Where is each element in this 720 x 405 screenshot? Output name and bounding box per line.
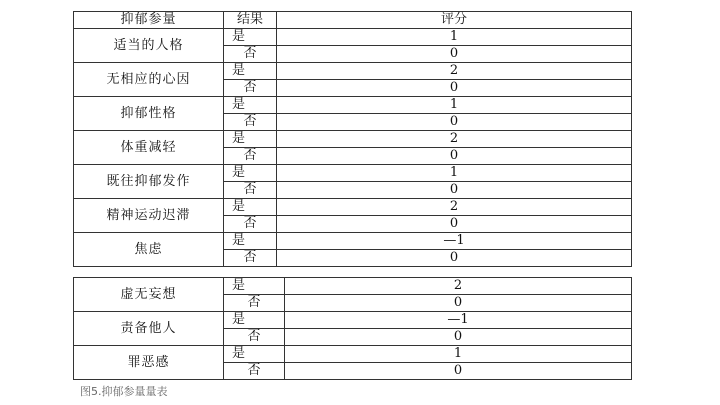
result-no-cell: 否 (224, 363, 285, 380)
depression-scale-table-part-2 (73, 277, 632, 380)
score-yes-cell: 1 (285, 346, 632, 363)
score-no-cell: 0 (277, 182, 632, 199)
result-yes-cell: 是 (224, 199, 277, 216)
table-row (74, 278, 632, 295)
score-yes-cell: 2 (277, 131, 632, 148)
header-score: 评分 (277, 12, 632, 29)
score-yes-cell: 1 (277, 29, 632, 46)
parameter-cell: 责备他人 (74, 312, 224, 346)
table-row (74, 165, 632, 182)
table-row (74, 312, 632, 329)
score-yes-cell: 1 (277, 165, 632, 182)
figure-caption: 图5.抑郁参量量表 (80, 385, 168, 398)
result-yes-cell: 是 (224, 278, 285, 295)
result-no-cell: 否 (224, 250, 277, 267)
score-yes-cell: 2 (277, 199, 632, 216)
table-body-part-2 (74, 278, 632, 380)
result-yes-cell: 是 (224, 346, 285, 363)
score-no-cell: 0 (277, 80, 632, 97)
parameter-cell: 体重减轻 (74, 131, 224, 165)
parameter-cell: 抑郁性格 (74, 97, 224, 131)
parameter-cell: 既往抑郁发作 (74, 165, 224, 199)
parameter-cell: 适当的人格 (74, 29, 224, 63)
result-no-cell: 否 (224, 329, 285, 346)
score-no-cell: 0 (285, 363, 632, 380)
result-no-cell: 否 (224, 80, 277, 97)
result-no-cell: 否 (224, 148, 277, 165)
table-body-part-1 (74, 29, 632, 267)
score-yes-cell: —1 (277, 233, 632, 250)
result-yes-cell: 是 (224, 131, 277, 148)
header-result: 结果 (224, 12, 277, 29)
result-yes-cell: 是 (224, 233, 277, 250)
result-yes-cell: 是 (224, 312, 285, 329)
result-no-cell: 否 (224, 216, 277, 233)
score-no-cell: 0 (285, 329, 632, 346)
depression-scale-table-part-1 (73, 11, 632, 267)
parameter-cell: 焦虑 (74, 233, 224, 267)
score-yes-cell: 1 (277, 97, 632, 114)
score-no-cell: 0 (277, 250, 632, 267)
parameter-cell: 无相应的心因 (74, 63, 224, 97)
result-yes-cell: 是 (224, 63, 277, 80)
result-yes-cell: 是 (224, 165, 277, 182)
parameter-cell: 虚无妄想 (74, 278, 224, 312)
result-no-cell: 否 (224, 114, 277, 131)
result-yes-cell: 是 (224, 97, 277, 114)
result-yes-cell: 是 (224, 29, 277, 46)
table-row (74, 233, 632, 250)
table-row (74, 346, 632, 363)
score-no-cell: 0 (277, 46, 632, 63)
table-row (74, 199, 632, 216)
score-no-cell: 0 (277, 216, 632, 233)
parameter-cell: 精神运动迟滞 (74, 199, 224, 233)
result-no-cell: 否 (224, 182, 277, 199)
score-yes-cell: —1 (285, 312, 632, 329)
result-no-cell: 否 (224, 46, 277, 63)
parameter-cell: 罪恶感 (74, 346, 224, 380)
table-row (74, 97, 632, 114)
score-no-cell: 0 (277, 148, 632, 165)
result-no-cell: 否 (224, 295, 285, 312)
table-row (74, 63, 632, 80)
score-no-cell: 0 (277, 114, 632, 131)
header-row (74, 12, 632, 29)
table-row (74, 29, 632, 46)
score-no-cell: 0 (285, 295, 632, 312)
score-yes-cell: 2 (277, 63, 632, 80)
score-yes-cell: 2 (285, 278, 632, 295)
table-row (74, 131, 632, 148)
header-parameter: 抑郁参量 (74, 12, 224, 29)
